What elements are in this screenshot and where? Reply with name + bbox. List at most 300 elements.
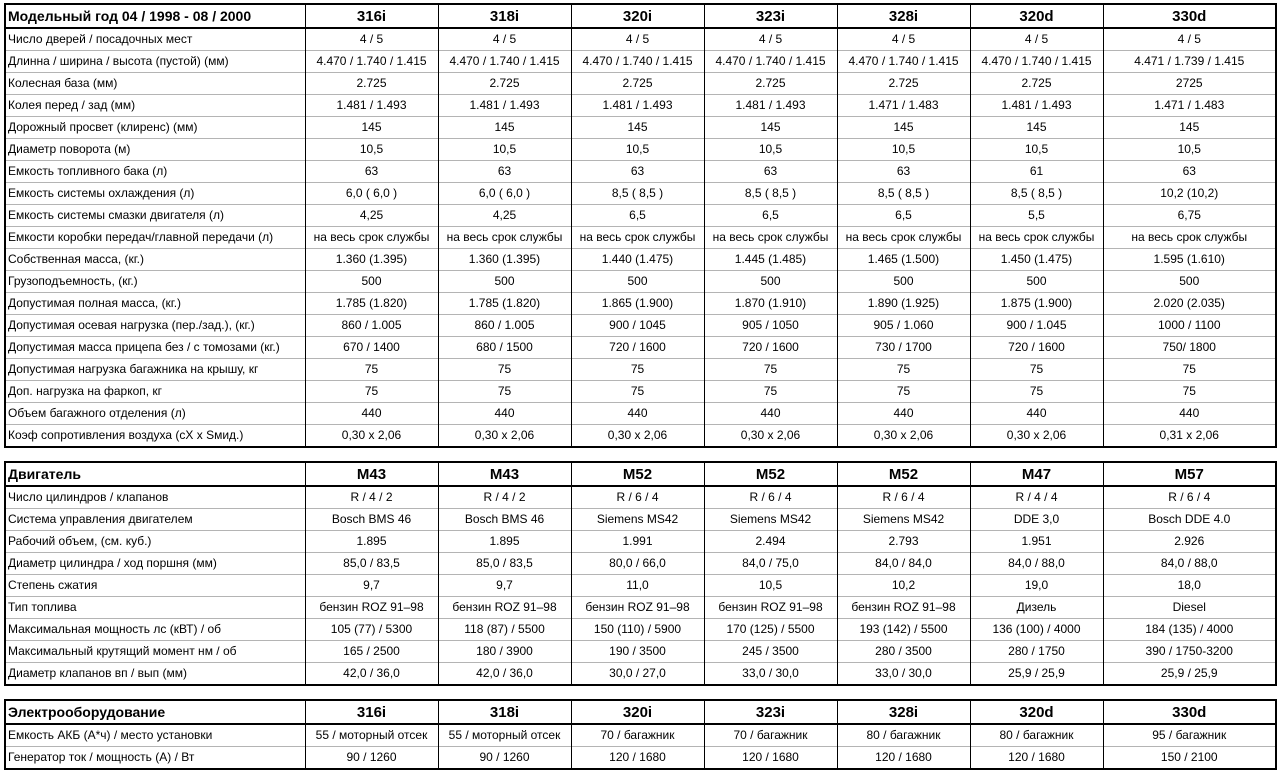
table-cell: 170 (125) / 5500 bbox=[704, 619, 837, 641]
table-cell: R / 4 / 4 bbox=[970, 486, 1103, 509]
table-cell: 280 / 1750 bbox=[970, 641, 1103, 663]
table-cell: 145 bbox=[1103, 117, 1276, 139]
table-cell: 80,0 / 66,0 bbox=[571, 553, 704, 575]
table-cell: 750/ 1800 bbox=[1103, 337, 1276, 359]
table-cell: 2.725 bbox=[704, 73, 837, 95]
table-cell: 33,0 / 30,0 bbox=[837, 663, 970, 686]
electrical-specs-table bbox=[4, 699, 1277, 770]
row-label: Грузоподъемность, (кг.) bbox=[5, 271, 305, 293]
column-header: 323i bbox=[704, 4, 837, 28]
table-cell: 11,0 bbox=[571, 575, 704, 597]
column-header: 328i bbox=[837, 700, 970, 724]
table-cell: 4.470 / 1.740 / 1.415 bbox=[704, 51, 837, 73]
table-cell: 905 / 1.060 bbox=[837, 315, 970, 337]
table-cell: 1.481 / 1.493 bbox=[571, 95, 704, 117]
table-cell: 1.785 (1.820) bbox=[438, 293, 571, 315]
table-cell: 184 (135) / 4000 bbox=[1103, 619, 1276, 641]
table-cell: 0,30 х 2,06 bbox=[305, 425, 438, 448]
table-cell: 145 bbox=[704, 117, 837, 139]
electrical-specs-body bbox=[5, 700, 1276, 769]
table-cell: 440 bbox=[837, 403, 970, 425]
table-cell: бензин ROZ 91–98 bbox=[305, 597, 438, 619]
table-cell: на весь срок службы bbox=[704, 227, 837, 249]
table-cell: 1.465 (1.500) bbox=[837, 249, 970, 271]
table-cell: 1.481 / 1.493 bbox=[438, 95, 571, 117]
table-cell: 500 bbox=[704, 271, 837, 293]
table-cell: 6,5 bbox=[837, 205, 970, 227]
row-label: Допустимая нагрузка багажника на крышу, кг bbox=[5, 359, 305, 381]
table-cell: 4 / 5 bbox=[571, 28, 704, 51]
table-cell: 105 (77) / 5300 bbox=[305, 619, 438, 641]
table-cell: 120 / 1680 bbox=[837, 747, 970, 770]
table-cell: бензин ROZ 91–98 bbox=[438, 597, 571, 619]
table-cell: 440 bbox=[1103, 403, 1276, 425]
table-cell: 1.875 (1.900) bbox=[970, 293, 1103, 315]
table-cell: 1.595 (1.610) bbox=[1103, 249, 1276, 271]
table-cell: 500 bbox=[571, 271, 704, 293]
table-cell: 4 / 5 bbox=[837, 28, 970, 51]
row-label: Тип топлива bbox=[5, 597, 305, 619]
table-row bbox=[5, 619, 1276, 641]
table-cell: R / 4 / 2 bbox=[438, 486, 571, 509]
table-cell: R / 4 / 2 bbox=[305, 486, 438, 509]
table-cell: 120 / 1680 bbox=[970, 747, 1103, 770]
table-cell: 63 bbox=[438, 161, 571, 183]
table-row bbox=[5, 747, 1276, 770]
table-cell: 118 (87) / 5500 bbox=[438, 619, 571, 641]
table-cell: Diesel bbox=[1103, 597, 1276, 619]
table-cell: 75 bbox=[837, 381, 970, 403]
table-row bbox=[5, 641, 1276, 663]
table-cell: 1.445 (1.485) bbox=[704, 249, 837, 271]
table-row bbox=[5, 359, 1276, 381]
row-label: Допустимая масса прицепа без / с томозами (кг.) bbox=[5, 337, 305, 359]
table-cell: 10,5 bbox=[438, 139, 571, 161]
row-label: Допустимая осевая нагрузка (пер./зад.), (кг.) bbox=[5, 315, 305, 337]
table-cell: бензин ROZ 91–98 bbox=[837, 597, 970, 619]
table-cell: 180 / 3900 bbox=[438, 641, 571, 663]
column-header: M47 bbox=[970, 462, 1103, 486]
table-row bbox=[5, 486, 1276, 509]
table-row bbox=[5, 575, 1276, 597]
table-cell: 2.793 bbox=[837, 531, 970, 553]
table-cell: 1.895 bbox=[438, 531, 571, 553]
column-header: M52 bbox=[837, 462, 970, 486]
table-cell: 2725 bbox=[1103, 73, 1276, 95]
table-cell: 245 / 3500 bbox=[704, 641, 837, 663]
table-cell: 1.481 / 1.493 bbox=[970, 95, 1103, 117]
table-cell: 10,2 bbox=[837, 575, 970, 597]
row-label: Колея перед / зад (мм) bbox=[5, 95, 305, 117]
section-title: Модельный год 04 / 1998 - 08 / 2000 bbox=[5, 4, 305, 28]
table-cell: 42,0 / 36,0 bbox=[305, 663, 438, 686]
table-cell: 30,0 / 27,0 bbox=[571, 663, 704, 686]
table-cell: 75 bbox=[305, 381, 438, 403]
table-cell: 500 bbox=[438, 271, 571, 293]
table-cell: 90 / 1260 bbox=[305, 747, 438, 770]
engine-specs-body bbox=[5, 462, 1276, 685]
table-cell: 6,5 bbox=[571, 205, 704, 227]
table-cell: 1000 / 1100 bbox=[1103, 315, 1276, 337]
table-cell: 75 bbox=[438, 381, 571, 403]
table-cell: 1.471 / 1.483 bbox=[1103, 95, 1276, 117]
row-label: Максимальный крутящий момент нм / об bbox=[5, 641, 305, 663]
table-cell: 5,5 bbox=[970, 205, 1103, 227]
table-cell: 1.471 / 1.483 bbox=[837, 95, 970, 117]
table-cell: 0,30 х 2,06 bbox=[970, 425, 1103, 448]
table-cell: Bosch DDE 4.0 bbox=[1103, 509, 1276, 531]
row-label: Емкость АКБ (А*ч) / место установки bbox=[5, 724, 305, 747]
column-header: 320d bbox=[970, 700, 1103, 724]
table-cell: Siemens MS42 bbox=[837, 509, 970, 531]
table-cell: 55 / моторный отсек bbox=[438, 724, 571, 747]
table-row bbox=[5, 271, 1276, 293]
column-header: 320d bbox=[970, 4, 1103, 28]
row-label: Степень сжатия bbox=[5, 575, 305, 597]
table-cell: 150 / 2100 bbox=[1103, 747, 1276, 770]
row-label: Максимальная мощность лс (кВТ) / об bbox=[5, 619, 305, 641]
table-row bbox=[5, 95, 1276, 117]
table-cell: 1.450 (1.475) bbox=[970, 249, 1103, 271]
table-row bbox=[5, 293, 1276, 315]
table-row bbox=[5, 28, 1276, 51]
table-cell: 1.481 / 1.493 bbox=[305, 95, 438, 117]
table-cell: 75 bbox=[571, 381, 704, 403]
table-cell: 10,5 bbox=[1103, 139, 1276, 161]
table-cell: 70 / багажник bbox=[704, 724, 837, 747]
column-header: 330d bbox=[1103, 4, 1276, 28]
table-cell: бензин ROZ 91–98 bbox=[571, 597, 704, 619]
table-cell: 10,5 bbox=[837, 139, 970, 161]
column-header: 330d bbox=[1103, 700, 1276, 724]
table-cell: 145 bbox=[571, 117, 704, 139]
table-cell: 2.725 bbox=[305, 73, 438, 95]
table-cell: 145 bbox=[970, 117, 1103, 139]
column-header: M52 bbox=[704, 462, 837, 486]
table-cell: 85,0 / 83,5 bbox=[438, 553, 571, 575]
table-cell: 4,25 bbox=[438, 205, 571, 227]
table-row bbox=[5, 381, 1276, 403]
row-label: Диаметр цилиндра / ход поршня (мм) bbox=[5, 553, 305, 575]
row-label: Число цилиндров / клапанов bbox=[5, 486, 305, 509]
row-label: Собственная масса, (кг.) bbox=[5, 249, 305, 271]
table-cell: 84,0 / 88,0 bbox=[1103, 553, 1276, 575]
table-cell: 1.481 / 1.493 bbox=[704, 95, 837, 117]
table-cell: R / 6 / 4 bbox=[571, 486, 704, 509]
table-cell: на весь срок службы bbox=[305, 227, 438, 249]
row-label: Доп. нагрузка на фаркоп, кг bbox=[5, 381, 305, 403]
table-cell: 900 / 1.045 bbox=[970, 315, 1103, 337]
table-cell: 42,0 / 36,0 bbox=[438, 663, 571, 686]
table-cell: 75 bbox=[438, 359, 571, 381]
table-row bbox=[5, 509, 1276, 531]
table-cell: 33,0 / 30,0 bbox=[704, 663, 837, 686]
table-cell: 2.020 (2.035) bbox=[1103, 293, 1276, 315]
general-specs-body bbox=[5, 4, 1276, 447]
table-cell: R / 6 / 4 bbox=[1103, 486, 1276, 509]
table-cell: на весь срок службы bbox=[438, 227, 571, 249]
row-label: Длинна / ширина / высота (пустой) (мм) bbox=[5, 51, 305, 73]
table-cell: 75 bbox=[704, 381, 837, 403]
table-cell: Bosch BMS 46 bbox=[438, 509, 571, 531]
row-label: Коэф сопротивления воздуха (сХ х Sмид.) bbox=[5, 425, 305, 448]
table-cell: 70 / багажник bbox=[571, 724, 704, 747]
table-cell: 4.470 / 1.740 / 1.415 bbox=[305, 51, 438, 73]
table-cell: 84,0 / 84,0 bbox=[837, 553, 970, 575]
table-row bbox=[5, 597, 1276, 619]
table-cell: 75 bbox=[571, 359, 704, 381]
table-cell: 4 / 5 bbox=[438, 28, 571, 51]
table-cell: 10,5 bbox=[305, 139, 438, 161]
table-cell: 4.470 / 1.740 / 1.415 bbox=[571, 51, 704, 73]
column-header: 318i bbox=[438, 700, 571, 724]
table-cell: 4.470 / 1.740 / 1.415 bbox=[970, 51, 1103, 73]
table-cell: 440 bbox=[704, 403, 837, 425]
row-label: Генератор ток / мощность (А) / Вт bbox=[5, 747, 305, 770]
table-cell: 680 / 1500 bbox=[438, 337, 571, 359]
table-row bbox=[5, 337, 1276, 359]
table-header-row bbox=[5, 462, 1276, 486]
table-cell: 8,5 ( 8,5 ) bbox=[704, 183, 837, 205]
table-cell: 25,9 / 25,9 bbox=[970, 663, 1103, 686]
table-cell: 280 / 3500 bbox=[837, 641, 970, 663]
column-header: 323i bbox=[704, 700, 837, 724]
table-cell: 0,30 х 2,06 bbox=[837, 425, 970, 448]
table-cell: 500 bbox=[305, 271, 438, 293]
table-row bbox=[5, 161, 1276, 183]
table-row bbox=[5, 183, 1276, 205]
table-cell: 1.951 bbox=[970, 531, 1103, 553]
table-cell: 440 bbox=[970, 403, 1103, 425]
table-cell: 8,5 ( 8,5 ) bbox=[837, 183, 970, 205]
column-header: M43 bbox=[305, 462, 438, 486]
table-row bbox=[5, 724, 1276, 747]
table-cell: 0,30 х 2,06 bbox=[704, 425, 837, 448]
table-cell: 1.360 (1.395) bbox=[305, 249, 438, 271]
table-cell: 720 / 1600 bbox=[571, 337, 704, 359]
table-row bbox=[5, 425, 1276, 448]
table-cell: на весь срок службы bbox=[571, 227, 704, 249]
table-cell: 75 bbox=[1103, 381, 1276, 403]
table-cell: 63 bbox=[305, 161, 438, 183]
row-label: Емкость системы охлаждения (л) bbox=[5, 183, 305, 205]
table-cell: 120 / 1680 bbox=[704, 747, 837, 770]
table-cell: 1.991 bbox=[571, 531, 704, 553]
table-cell: 136 (100) / 4000 bbox=[970, 619, 1103, 641]
table-row bbox=[5, 73, 1276, 95]
table-cell: 75 bbox=[837, 359, 970, 381]
row-label: Система управления двигателем bbox=[5, 509, 305, 531]
table-cell: 8,5 ( 8,5 ) bbox=[970, 183, 1103, 205]
table-cell: 150 (110) / 5900 bbox=[571, 619, 704, 641]
table-header-row bbox=[5, 4, 1276, 28]
table-row bbox=[5, 553, 1276, 575]
table-cell: R / 6 / 4 bbox=[704, 486, 837, 509]
table-cell: 2.725 bbox=[571, 73, 704, 95]
table-cell: 2.725 bbox=[970, 73, 1103, 95]
table-cell: 145 bbox=[438, 117, 571, 139]
table-cell: 720 / 1600 bbox=[704, 337, 837, 359]
row-label: Емкость топливного бака (л) bbox=[5, 161, 305, 183]
table-cell: 75 bbox=[970, 359, 1103, 381]
table-cell: 6,5 bbox=[704, 205, 837, 227]
table-cell: 25,9 / 25,9 bbox=[1103, 663, 1276, 686]
table-cell: 1.865 (1.900) bbox=[571, 293, 704, 315]
table-cell: 19,0 bbox=[970, 575, 1103, 597]
table-row bbox=[5, 205, 1276, 227]
table-cell: 6,0 ( 6,0 ) bbox=[438, 183, 571, 205]
row-label: Дорожный просвет (клиренс) (мм) bbox=[5, 117, 305, 139]
table-cell: 2.725 bbox=[837, 73, 970, 95]
table-cell: 900 / 1045 bbox=[571, 315, 704, 337]
table-cell: 55 / моторный отсек bbox=[305, 724, 438, 747]
table-cell: 145 bbox=[305, 117, 438, 139]
table-cell: 1.785 (1.820) bbox=[305, 293, 438, 315]
section-title: Двигатель bbox=[5, 462, 305, 486]
table-cell: 500 bbox=[837, 271, 970, 293]
table-cell: 84,0 / 88,0 bbox=[970, 553, 1103, 575]
table-row bbox=[5, 403, 1276, 425]
table-cell: 860 / 1.005 bbox=[438, 315, 571, 337]
row-label: Колесная база (мм) bbox=[5, 73, 305, 95]
table-cell: 0,30 х 2,06 bbox=[438, 425, 571, 448]
table-cell: 4.470 / 1.740 / 1.415 bbox=[837, 51, 970, 73]
table-cell: 75 bbox=[305, 359, 438, 381]
table-cell: 75 bbox=[970, 381, 1103, 403]
table-cell: 6,75 bbox=[1103, 205, 1276, 227]
table-cell: 720 / 1600 bbox=[970, 337, 1103, 359]
column-header: 318i bbox=[438, 4, 571, 28]
table-cell: 80 / багажник bbox=[837, 724, 970, 747]
table-cell: 63 bbox=[1103, 161, 1276, 183]
table-cell: 440 bbox=[438, 403, 571, 425]
table-cell: 61 bbox=[970, 161, 1103, 183]
table-cell: 4.471 / 1.739 / 1.415 bbox=[1103, 51, 1276, 73]
table-row bbox=[5, 117, 1276, 139]
table-cell: 10,5 bbox=[704, 139, 837, 161]
table-cell: 90 / 1260 bbox=[438, 747, 571, 770]
table-cell: 145 bbox=[837, 117, 970, 139]
table-cell: Siemens MS42 bbox=[571, 509, 704, 531]
table-cell: 4 / 5 bbox=[704, 28, 837, 51]
table-cell: 2.725 bbox=[438, 73, 571, 95]
table-cell: 4 / 5 bbox=[1103, 28, 1276, 51]
table-cell: 75 bbox=[1103, 359, 1276, 381]
table-cell: 730 / 1700 bbox=[837, 337, 970, 359]
general-specs-table bbox=[4, 3, 1277, 448]
table-cell: 10,5 bbox=[571, 139, 704, 161]
table-row bbox=[5, 663, 1276, 686]
table-cell: R / 6 / 4 bbox=[837, 486, 970, 509]
table-cell: 1.870 (1.910) bbox=[704, 293, 837, 315]
table-cell: 670 / 1400 bbox=[305, 337, 438, 359]
table-cell: 75 bbox=[704, 359, 837, 381]
row-label: Допустимая полная масса, (кг.) bbox=[5, 293, 305, 315]
table-cell: 9,7 bbox=[438, 575, 571, 597]
row-label: Рабочий объем, (см. куб.) bbox=[5, 531, 305, 553]
table-cell: Bosch BMS 46 bbox=[305, 509, 438, 531]
table-cell: 390 / 1750-3200 bbox=[1103, 641, 1276, 663]
table-cell: 1.895 bbox=[305, 531, 438, 553]
table-cell: 193 (142) / 5500 bbox=[837, 619, 970, 641]
table-row bbox=[5, 51, 1276, 73]
table-cell: 500 bbox=[970, 271, 1103, 293]
column-header: 316i bbox=[305, 700, 438, 724]
row-label: Емкости коробки передач/главной передачи (л) bbox=[5, 227, 305, 249]
table-cell: 4,25 bbox=[305, 205, 438, 227]
table-cell: 120 / 1680 bbox=[571, 747, 704, 770]
table-cell: 2.926 bbox=[1103, 531, 1276, 553]
table-row bbox=[5, 249, 1276, 271]
column-header: M57 bbox=[1103, 462, 1276, 486]
table-cell: 165 / 2500 bbox=[305, 641, 438, 663]
table-cell: на весь срок службы bbox=[837, 227, 970, 249]
table-cell: 500 bbox=[1103, 271, 1276, 293]
table-cell: 80 / багажник bbox=[970, 724, 1103, 747]
table-cell: Siemens MS42 bbox=[704, 509, 837, 531]
section-title: Электрооборудование bbox=[5, 700, 305, 724]
table-cell: 860 / 1.005 bbox=[305, 315, 438, 337]
table-cell: 63 bbox=[704, 161, 837, 183]
table-cell: 8,5 ( 8,5 ) bbox=[571, 183, 704, 205]
table-cell: 1.440 (1.475) bbox=[571, 249, 704, 271]
table-cell: 10,5 bbox=[970, 139, 1103, 161]
column-header: 320i bbox=[571, 4, 704, 28]
table-header-row bbox=[5, 700, 1276, 724]
engine-specs-table bbox=[4, 461, 1277, 686]
table-cell: 85,0 / 83,5 bbox=[305, 553, 438, 575]
column-header: M52 bbox=[571, 462, 704, 486]
table-row bbox=[5, 315, 1276, 337]
table-row bbox=[5, 531, 1276, 553]
row-label: Диаметр клапанов вп / вып (мм) bbox=[5, 663, 305, 686]
table-cell: 10,2 (10,2) bbox=[1103, 183, 1276, 205]
table-cell: 63 bbox=[837, 161, 970, 183]
table-cell: 95 / багажник bbox=[1103, 724, 1276, 747]
row-label: Число дверей / посадочных мест bbox=[5, 28, 305, 51]
table-cell: бензин ROZ 91–98 bbox=[704, 597, 837, 619]
column-header: 316i bbox=[305, 4, 438, 28]
table-cell: 10,5 bbox=[704, 575, 837, 597]
table-cell: 905 / 1050 bbox=[704, 315, 837, 337]
column-header: M43 bbox=[438, 462, 571, 486]
table-cell: 84,0 / 75,0 bbox=[704, 553, 837, 575]
table-cell: 6,0 ( 6,0 ) bbox=[305, 183, 438, 205]
table-cell: 0,31 х 2,06 bbox=[1103, 425, 1276, 448]
row-label: Объем багажного отделения (л) bbox=[5, 403, 305, 425]
table-cell: 0,30 х 2,06 bbox=[571, 425, 704, 448]
row-label: Диаметр поворота (м) bbox=[5, 139, 305, 161]
table-cell: 4 / 5 bbox=[970, 28, 1103, 51]
table-cell: 1.890 (1.925) bbox=[837, 293, 970, 315]
table-cell: 18,0 bbox=[1103, 575, 1276, 597]
table-cell: 440 bbox=[305, 403, 438, 425]
table-cell: 190 / 3500 bbox=[571, 641, 704, 663]
table-cell: 1.360 (1.395) bbox=[438, 249, 571, 271]
table-cell: 440 bbox=[571, 403, 704, 425]
table-cell: 4 / 5 bbox=[305, 28, 438, 51]
table-cell: 9,7 bbox=[305, 575, 438, 597]
table-row bbox=[5, 139, 1276, 161]
table-cell: Дизель bbox=[970, 597, 1103, 619]
table-row bbox=[5, 227, 1276, 249]
column-header: 320i bbox=[571, 700, 704, 724]
column-header: 328i bbox=[837, 4, 970, 28]
table-cell: на весь срок службы bbox=[970, 227, 1103, 249]
table-cell: 4.470 / 1.740 / 1.415 bbox=[438, 51, 571, 73]
table-cell: 63 bbox=[571, 161, 704, 183]
table-cell: DDE 3,0 bbox=[970, 509, 1103, 531]
